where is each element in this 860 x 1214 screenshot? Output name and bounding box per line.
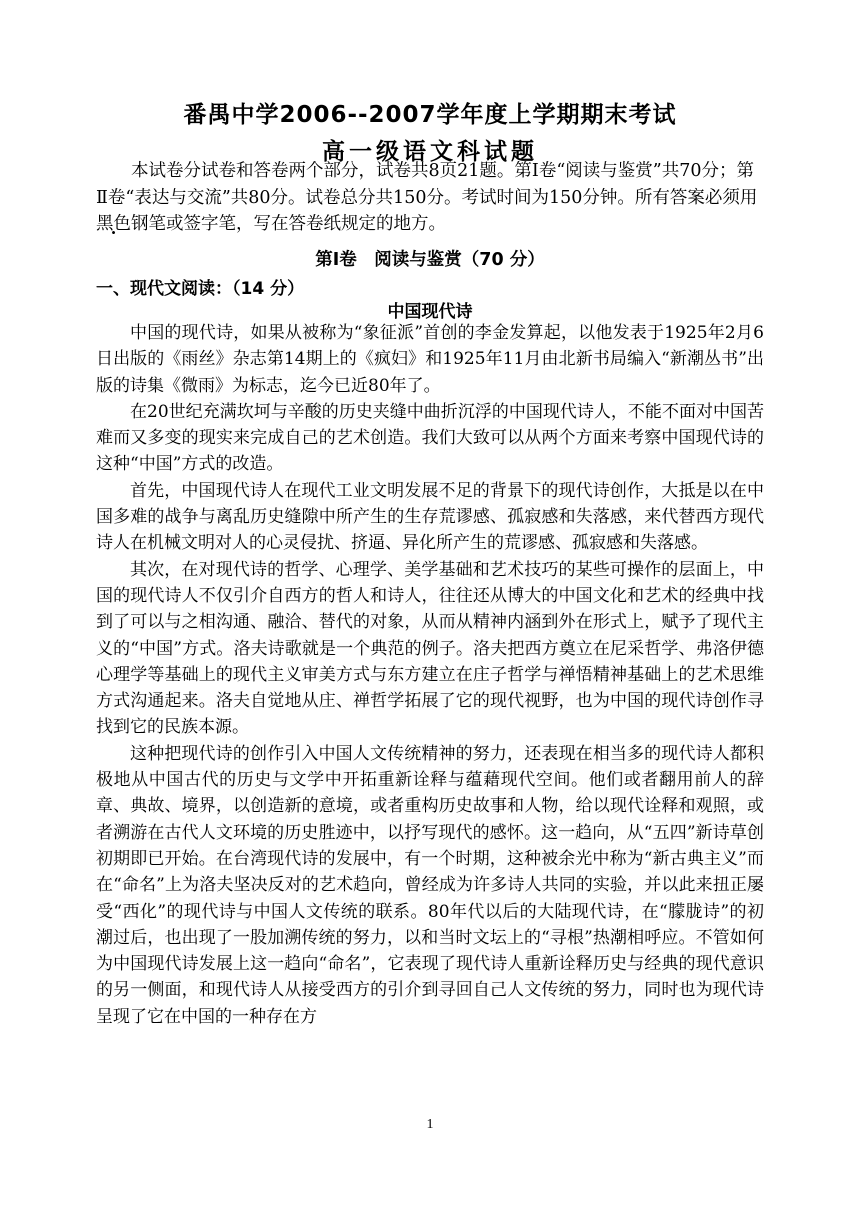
paragraph: 在20世纪充满坎坷与辛酸的历史夹缝中曲折沉浮的中国现代诗人，不能不面对中国苦难而又多变的现实来完成自己的艺术创造。我们大致可以从两个方面来考察中国现代诗的这种“中国”方式的改造。	[96, 401, 764, 475]
exam-title: 番禺中学2006--2007学年度上学期期末考试	[183, 102, 677, 128]
paragraph: 首先，中国现代诗人在现代工业文明发展不足的背景下的现代诗创作，大抵是以在中国多难的战争与离乱历史缝隙中所产生的生存荒谬感、孤寂感和失落感，来代替西方现代诗人在机械文明对人的心灵侵扰、挤逼、异化所产生的荒谬感、孤寂感和失落感。	[96, 480, 764, 554]
article-body	[96, 320, 764, 1030]
exam-instructions	[96, 158, 764, 238]
page-number: 1	[426, 1117, 434, 1132]
article-title: 中国现代诗	[387, 302, 473, 322]
exam-subtitle: 高一级语文科试题	[322, 139, 538, 165]
part-heading: 一、现代文阅读：（14 分）	[96, 279, 305, 299]
section-heading: 第Ⅰ卷 阅读与鉴赏（70 分）	[315, 250, 545, 270]
paragraph: 这种把现代诗的创作引入中国人文传统精神的努力，还表现在相当多的现代诗人都积极地从中国古代的历史与文学中开拓重新诠释与蕴藉现代空间。他们或者翻用前人的辞章、典故、境界，以创造新的意境，或者重构历史故事和人物，给以现代诠释和观照，或者溯游在古代人文环境的历史胜迹中，以抒写现代的感怀。这一趋向，从“五四”新诗草创初期即已开始。在台湾现代诗的发展中，有一个时期，这种被余光中称为“新古典主义”而在“命名”上为洛夫坚决反对的艺术趋向，曾经成为许多诗人共同的实验，并以此来扭正屡受“西化”的现代诗与中国人文传统的联系。80年代以后的大陆现代诗，在“朦胧诗”的初潮过后，也出现了一股加溯传统的努力，以和当时文坛上的“寻根”热潮相呼应。不管如何为中国现代诗发展上这一趋向“命名”，它表现了现代诗人重新诠释历史与经典的现代意识的另一侧面，和现代诗人从接受西方的引介到寻回自己人文传统的努力，同时也为现代诗呈现了它在中国的一种存在方	[96, 743, 764, 1027]
paragraph: 中国的现代诗，如果从被称为“象征派”首创的李金发算起，以他发表于1925年2月6日出版的《雨丝》杂志第14期上的《疯妇》和1925年11月由北新书局编入“新潮丛书”出版的诗集《微雨》为标志，迄今已近80年了。	[96, 323, 764, 396]
instructions-text-2: 钢笔或签字笔，写在答卷纸规定的地方。	[131, 214, 446, 234]
paragraph: 其次，在对现代诗的哲学、心理学、美学基础和艺术技巧的某些可操作的层面上，中国的现代诗人不仅引介自西方的哲人和诗人，往往还从博大的中国文化和艺术的经典中找到了可以与之相沟通、融洽、替代的对象，从而从精神内涵到外在形式上，赋予了现代主义的“中国”方式。洛夫诗歌就是一个典范的例子。洛夫把西方奠立在尼采哲学、弗洛伊德心理学等基础上的现代主义审美方式与东方建立在庄子哲学与禅悟精神基础上的艺术思维方式沟通起来。洛夫自觉地从庄、禅哲学拓展了它的现代视野，也为中国的现代诗创作寻找到它的民族本源。	[96, 559, 764, 738]
instructions-text-1: 本试卷分试卷和答卷两个部分，试卷共8页21题。第Ⅰ卷“阅读与鉴赏”共70分；第Ⅱ卷“表达与交流”共80分。试卷总分共150分。考试时间为150分钟。所有答案必须用	[96, 161, 758, 208]
emphasized-text: 黑色	[96, 214, 131, 234]
